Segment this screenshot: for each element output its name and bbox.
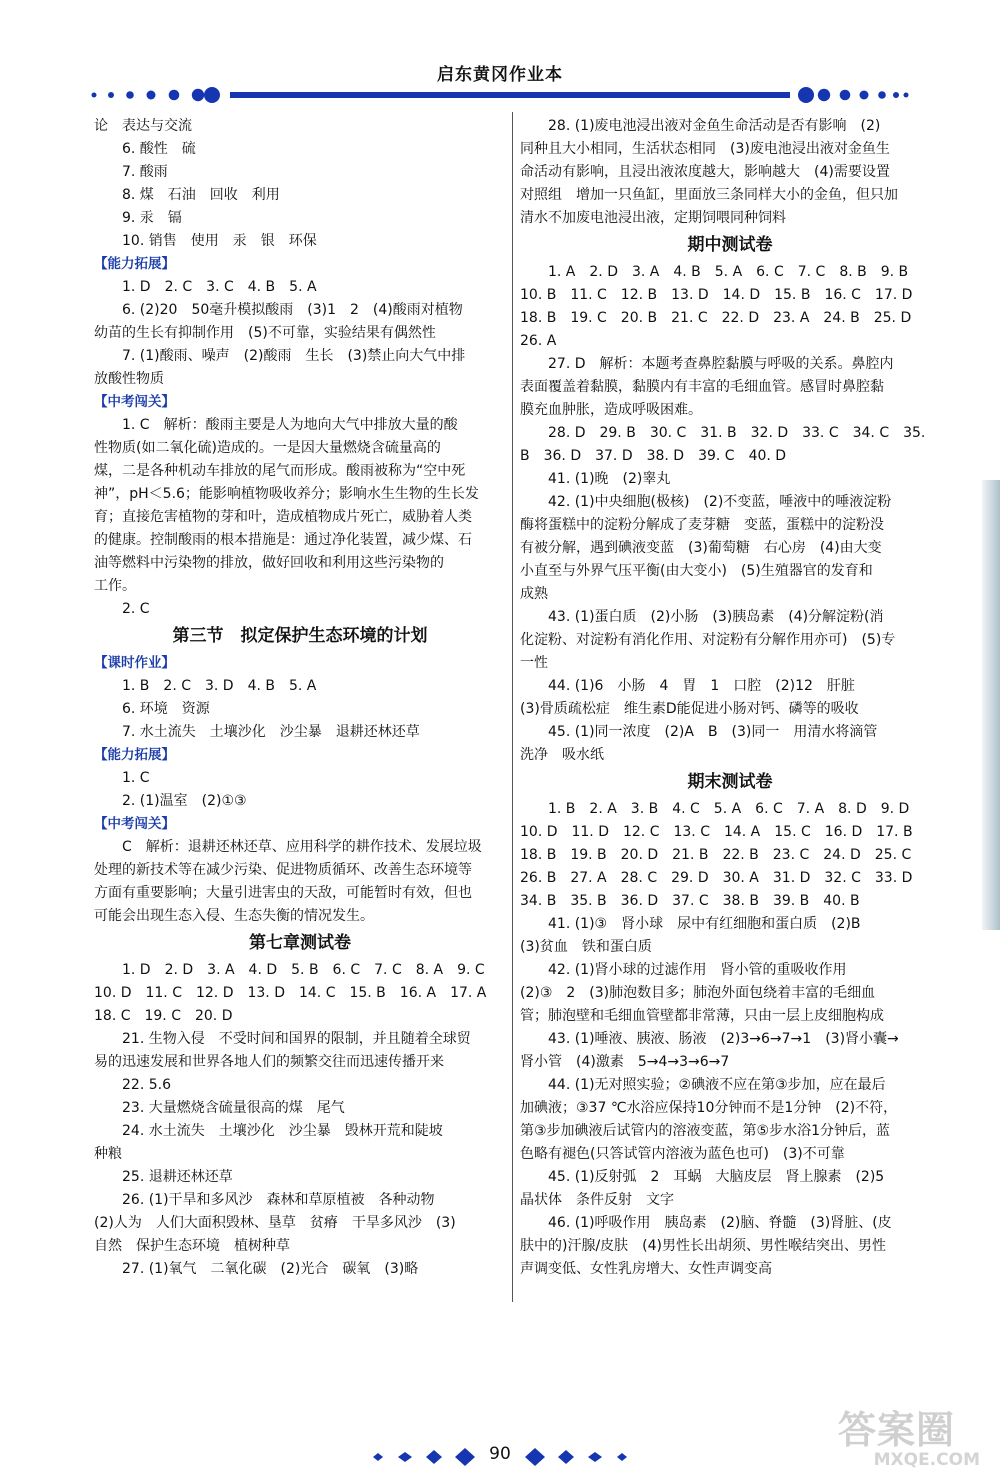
answer-line: 1. D 2. D 3. A 4. D 5. B 6. C 7. C 8. A 9. C — [122, 962, 485, 978]
answer-line: 神”，pH＜5.6；能影响植物吸收养分；影响水生生物的生长发 — [94, 486, 479, 502]
answer-line: 9. 汞 镉 — [122, 210, 182, 226]
answer-line: 1. B 2. A 3. B 4. C 5. A 6. C 7. A 8. D 9. D — [548, 801, 910, 817]
answer-line: 有被分解，遇到碘液变蓝 (3)葡萄糖 右心房 (4)由大变 — [520, 540, 882, 556]
rule-dot — [904, 93, 909, 98]
answer-line: 洗净 吸水纸 — [520, 747, 604, 763]
answer-line: 42. (1)中央细胞(极核) (2)不变蓝，唾液中的唾液淀粉 — [548, 494, 892, 510]
answer-line: 44. (1)6 小肠 4 胃 1 口腔 (2)12 肝脏 — [548, 678, 855, 694]
answer-line: 命活动有影响，且浸出液浓度越大，影响越大 (4)需要设置 — [520, 164, 890, 180]
answer-line: 自然 保护生态环境 植树种草 — [94, 1238, 290, 1254]
answer-line: 10. 销售 使用 汞 银 环保 — [122, 233, 317, 249]
answer-line: 放酸性物质 — [94, 371, 164, 387]
answer-line: C 解析：退耕还林还草、应用科学的耕作技术、发展垃圾 — [122, 839, 482, 855]
watermark-sub: MXQE.COM — [873, 1450, 980, 1470]
answer-line: 25. 退耕还林还草 — [122, 1169, 233, 1185]
answer-line: 性物质(如二氧化硫)造成的。一是因大量燃烧含硫量高的 — [94, 440, 441, 456]
right-column — [520, 115, 940, 1281]
answer-line: 41. (1)③ 肾小球 尿中有红细胞和蛋白质 (2)B — [548, 916, 861, 932]
answer-line: 育；直接危害植物的芽和叶，造成植物成片死亡，威胁着人类 — [94, 509, 472, 525]
answer-line: 化淀粉、对淀粉有消化作用、对淀粉有分解作用亦可) (5)专 — [520, 632, 896, 648]
answer-line: 42. (1)肾小球的过滤作用 肾小管的重吸收作用 — [548, 962, 847, 978]
answer-line: 2. (1)温室 (2)①③ — [122, 793, 247, 809]
answer-line: 10. D 11. C 12. D 13. D 14. C 15. B 16. A 17. A — [94, 985, 487, 1001]
answer-line: 22. 5.6 — [122, 1077, 171, 1093]
answer-line: 1. B 2. C 3. D 4. B 5. A — [122, 678, 317, 694]
answer-line: 酶将蛋糕中的淀粉分解成了麦芽糖 变蓝，蛋糕中的淀粉没 — [520, 517, 884, 533]
answer-line: (2)人为 人们大面积毁林、垦草 贫瘠 干旱多风沙 (3) — [94, 1215, 456, 1231]
answer-line: 种粮 — [94, 1146, 122, 1162]
answer-line: (3)贫血 铁和蛋白质 — [520, 939, 652, 955]
answer-line: 18. C 19. C 20. D — [94, 1008, 233, 1024]
answer-line: 论 表达与交流 — [94, 118, 192, 134]
section-tag: 【中考闯关】 — [94, 394, 175, 410]
answer-line: 易的迅速发展和世界各地人们的频繁交往而迅速传播开来 — [94, 1054, 444, 1070]
rule-dot — [878, 91, 886, 99]
section-heading: 期末测试卷 — [687, 772, 773, 792]
answer-line: 声调变低、女性乳房增大、女性声调变高 — [520, 1261, 772, 1277]
section-tag: 【能力拓展】 — [94, 256, 175, 272]
answer-line: 44. (1)无对照实验；②碘液不应在第③步加，应在最后 — [548, 1077, 886, 1093]
answer-line: 煤，二是各种机动车排放的尾气而形成。酸雨被称为“空中死 — [94, 463, 466, 479]
answer-line: (2)③ 2 (3)肺泡数目多；肺泡外面包绕着丰富的毛细血 — [520, 985, 876, 1001]
answer-line: 方面有重要影响；大量引进害虫的天敌，可能暂时有效，但也 — [94, 885, 472, 901]
answer-line: 1. C — [122, 770, 150, 786]
watermark-main: 答案圈 — [838, 1408, 956, 1452]
section-heading: 期中测试卷 — [687, 235, 773, 255]
rule-dot — [860, 91, 869, 100]
answer-line: 2. C — [122, 601, 150, 617]
answer-line: 1. A 2. D 3. A 4. B 5. A 6. C 7. C 8. B 9. B — [548, 264, 909, 280]
rule-dot — [108, 92, 114, 98]
column-divider — [512, 112, 513, 1302]
answer-line: 27. D 解析：本题考查鼻腔黏膜与呼吸的关系。鼻腔内 — [548, 356, 894, 372]
answer-line: 清水不加废电池浸出液，定期饲喂同种饲料 — [520, 210, 786, 226]
rule-dot — [92, 93, 97, 98]
answer-line: 21. 生物入侵 不受时间和国界的限制，并且随着全球贸 — [122, 1031, 471, 1047]
answer-line: 油等燃料中污染物的排放，做好回收和利用这些污染物的 — [94, 555, 444, 571]
rule-dot — [818, 89, 830, 101]
answer-line: 膜充血肿胀，造成呼吸困难。 — [520, 402, 702, 418]
answer-line: 成熟 — [520, 586, 548, 602]
answer-line: 管；肺泡壁和毛细血管壁都非常薄，只由一层上皮细胞构成 — [520, 1008, 884, 1024]
section-tag: 【能力拓展】 — [94, 747, 175, 763]
answer-line: 肤中的)汗腺/皮肤 (4)男性长出胡须、男性喉结突出、男性 — [520, 1238, 887, 1254]
rule-dot — [204, 87, 220, 103]
answer-line: 28. (1)废电池浸出液对金鱼生命活动是否有影响 (2) — [548, 118, 881, 134]
answer-line: 45. (1)反射弧 2 耳蜗 大脑皮层 肾上腺素 (2)5 — [548, 1169, 885, 1185]
answer-line: 一性 — [520, 655, 548, 671]
rule-dot — [840, 90, 851, 101]
rule-dot — [126, 91, 134, 99]
watermark-logo — [838, 1410, 988, 1476]
answer-line: 幼苗的生长有抑制作用 (5)不可靠，实验结果有偶然性 — [94, 325, 436, 341]
answer-line: 工作。 — [94, 578, 136, 594]
answer-line: 肾小管 (4)激素 5→4→3→6→7 — [520, 1054, 730, 1070]
answer-line: 8. 煤 石油 回收 利用 — [122, 187, 280, 203]
answer-line: 6. 环境 资源 — [122, 701, 210, 717]
answer-line: 7. (1)酸雨、噪声 (2)酸雨 生长 (3)禁止向大气中排 — [122, 348, 466, 364]
answer-line: 色略有褪色(只答试管内溶液为蓝色也可) (3)不可靠 — [520, 1146, 845, 1162]
answer-line: 34. B 35. B 36. D 37. C 38. B 39. B 40. B — [520, 893, 860, 909]
answer-line: 26. B 27. A 28. C 29. D 30. A 31. D 32. C 33. D — [520, 870, 913, 886]
answer-line: B 36. D 37. D 38. D 39. C 40. D — [520, 448, 787, 464]
answer-line: 6. 酸性 硫 — [122, 141, 196, 157]
answer-line: 18. B 19. B 20. D 21. B 22. B 23. C 24. D 25. C — [520, 847, 912, 863]
answer-line: 可能会出现生态入侵、生态失衡的情况发生。 — [94, 908, 374, 924]
answer-line: 18. B 19. C 20. B 21. C 22. D 23. A 24. B 25. D — [520, 310, 912, 326]
answer-line: 7. 酸雨 — [122, 164, 168, 180]
answer-line: 46. (1)呼吸作用 胰岛素 (2)脑、脊髓 (3)肾脏、(皮 — [548, 1215, 892, 1231]
rule-dot — [147, 91, 156, 100]
answer-line: 1. C 解析：酸雨主要是人为地向大气中排放大量的酸 — [122, 417, 458, 433]
rule-dot — [192, 89, 204, 101]
answer-line: 26. A — [520, 333, 557, 349]
answer-line: 晶状体 条件反射 文字 — [520, 1192, 674, 1208]
section-tag: 【课时作业】 — [94, 655, 175, 671]
answer-line: 6. (2)20 50毫升模拟酸雨 (3)1 2 (4)酸雨对植物 — [122, 302, 463, 318]
answer-line: 26. (1)干旱和多风沙 森林和草原植被 各种动物 — [122, 1192, 435, 1208]
answer-line: 7. 水土流失 土壤沙化 沙尘暴 退耕还林还草 — [122, 724, 420, 740]
answer-line: 45. (1)同一浓度 (2)A B (3)同一 用清水将滴管 — [548, 724, 878, 740]
section-heading: 第七章测试卷 — [249, 933, 351, 953]
answer-line: 第③步加碘液后试管内的溶液变蓝，第⑤步水浴1分钟后，蓝 — [520, 1123, 891, 1139]
answer-line: 小直至与外界气压平衡(由大变小) (5)生殖器官的发育和 — [520, 563, 873, 579]
rule-dot — [169, 90, 180, 101]
page-binding-shadow — [982, 480, 1000, 930]
answer-line: 处理的新技术等在减少污染、促进物质循环、改善生态环境等 — [94, 862, 472, 878]
answer-line: 加碘液；③37 ℃水浴应保持10分钟而不是1分钟 (2)不符， — [520, 1100, 898, 1116]
answer-line: 1. D 2. C 3. C 4. B 5. A — [122, 279, 317, 295]
answer-line: 27. (1)氧气 二氧化碳 (2)光合 碳氧 (3)略 — [122, 1261, 419, 1277]
header-rule — [88, 86, 910, 104]
answer-line: (3)骨质疏松症 维生素D能促进小肠对钙、磷等的吸收 — [520, 701, 859, 717]
section-tag: 【中考闯关】 — [94, 816, 175, 832]
answer-line: 10. D 11. D 12. C 13. C 14. A 15. C 16. D 17. B — [520, 824, 913, 840]
section-heading: 第三节 拟定保护生态环境的计划 — [172, 626, 428, 646]
answer-line: 对照组 增加一只鱼缸，里面放三条同样大小的金鱼，但只加 — [520, 187, 898, 203]
answer-line: 43. (1)唾液、胰液、肠液 (2)3→6→7→1 (3)肾小囊→ — [548, 1031, 899, 1047]
rule-bar — [230, 92, 790, 98]
rule-dot — [798, 87, 814, 103]
answer-line: 同种且大小相同，生活状态相同 (3)废电池浸出液对金鱼生 — [520, 141, 890, 157]
rule-dot — [893, 92, 899, 98]
answer-line: 表面覆盖着黏膜，黏膜内有丰富的毛细血管。感冒时鼻腔黏 — [520, 379, 884, 395]
answer-line: 10. B 11. C 12. B 13. D 14. D 15. B 16. C 17. D — [520, 287, 913, 303]
left-column — [94, 115, 506, 1281]
answer-line: 23. 大量燃烧含硫量很高的煤 尾气 — [122, 1100, 345, 1116]
answer-line: 24. 水土流失 土壤沙化 沙尘暴 毁林开荒和陡坡 — [122, 1123, 443, 1139]
header-title: 启东黄冈作业本 — [437, 65, 563, 85]
page-number: 90 — [489, 1444, 511, 1464]
answer-line: 的健康。控制酸雨的根本措施是：通过净化装置，减少煤、石 — [94, 532, 472, 548]
answer-line: 43. (1)蛋白质 (2)小肠 (3)胰岛素 (4)分解淀粉(消 — [548, 609, 884, 625]
answer-line: 28. D 29. B 30. C 31. B 32. D 33. C 34. C 35. — [548, 425, 926, 441]
answer-line: 41. (1)晚 (2)睾丸 — [548, 471, 671, 487]
